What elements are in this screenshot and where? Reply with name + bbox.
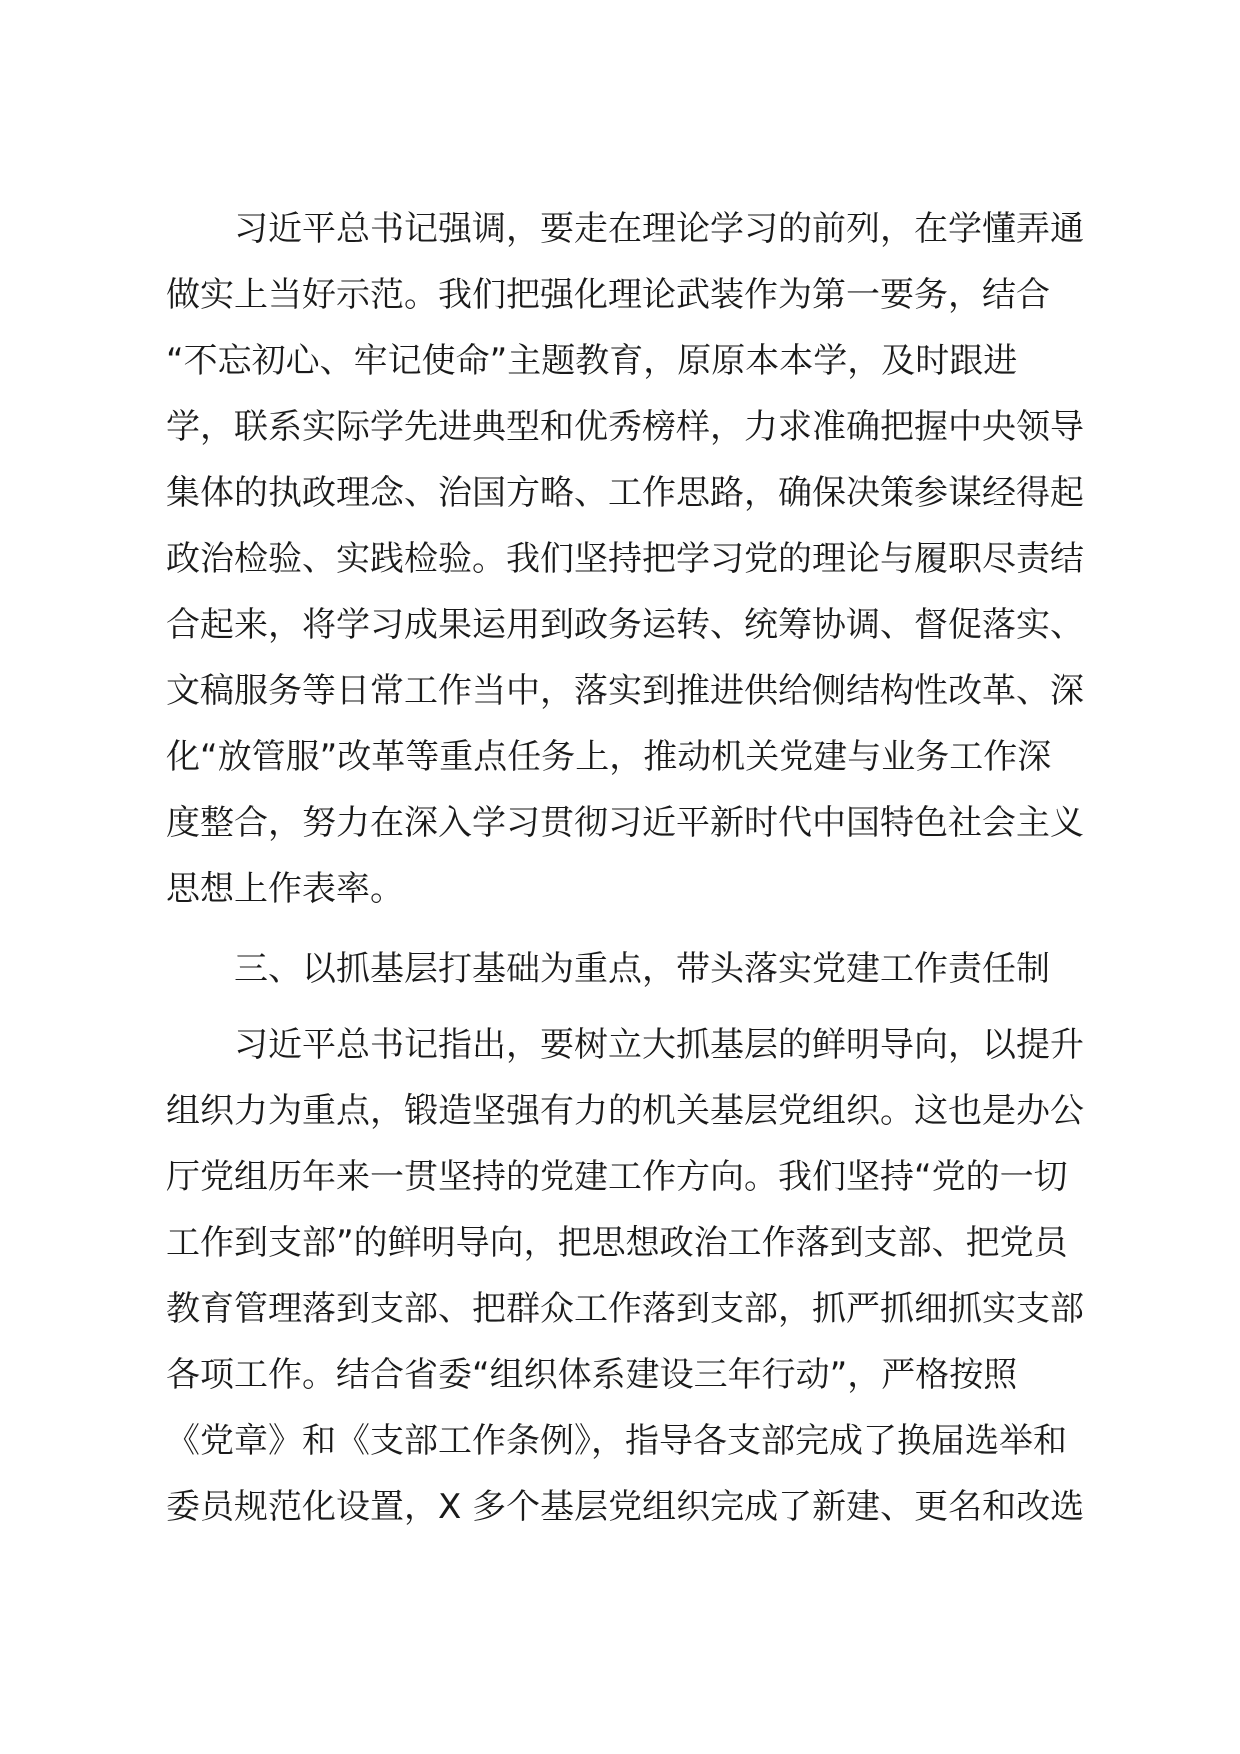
text-line: 度整合，努力在深入学习贯彻习近平新时代中国特色社会主义	[166, 803, 1084, 843]
text-line: 做实上当好示范。我们把强化理论武装作为第一要务，结合	[166, 275, 1050, 315]
document-body	[166, 196, 1086, 1540]
text-line: “不忘初心、牢记使命”主题教育，原原本本学，及时跟进	[166, 341, 1018, 381]
text-line: 教育管理落到支部、把群众工作落到支部，抓严抓细抓实支部	[166, 1289, 1084, 1329]
text-line: 政治检验、实践检验。我们坚持把学习党的理论与履职尽责结	[166, 539, 1084, 579]
text-line: 工作到支部”的鲜明导向，把思想政治工作落到支部、把党员	[166, 1223, 1068, 1263]
text-line: 思想上作表率。	[166, 869, 404, 909]
text-line: 习近平总书记强调，要走在理论学习的前列，在学懂弄通	[234, 209, 1084, 249]
text-line: 集体的执政理念、治国方略、工作思路，确保决策参谋经得起	[166, 473, 1084, 513]
text-line: 学，联系实际学先进典型和优秀榜样，力求准确把握中央领导	[166, 407, 1084, 447]
text-line: 厅党组历年来一贯坚持的党建工作方向。我们坚持“党的一切	[166, 1157, 1068, 1197]
paragraph-2	[166, 1012, 1086, 1540]
text-line: 化“放管服”改革等重点任务上，推动机关党建与业务工作深	[166, 737, 1052, 777]
text-line: 各项工作。结合省委“组织体系建设三年行动”，严格按照	[166, 1355, 1018, 1395]
text-line: 《党章》和《支部工作条例》，指导各支部完成了换届选举和	[166, 1421, 1067, 1461]
text-line: 习近平总书记指出，要树立大抓基层的鲜明导向，以提升	[234, 1025, 1084, 1065]
text-line: 文稿服务等日常工作当中，落实到推进供给侧结构性改革、深	[166, 671, 1084, 711]
paragraph-1	[166, 196, 1086, 922]
text-line: 委员规范化设置，X 多个基层党组织完成了新建、更名和改选	[166, 1487, 1085, 1527]
text-line: 组织力为重点，锻造坚强有力的机关基层党组织。这也是办公	[166, 1091, 1084, 1131]
text-line: 合起来，将学习成果运用到政务运转、统筹协调、督促落实、	[166, 605, 1084, 645]
section-heading: 三、以抓基层打基础为重点，带头落实党建工作责任制	[234, 949, 1050, 989]
